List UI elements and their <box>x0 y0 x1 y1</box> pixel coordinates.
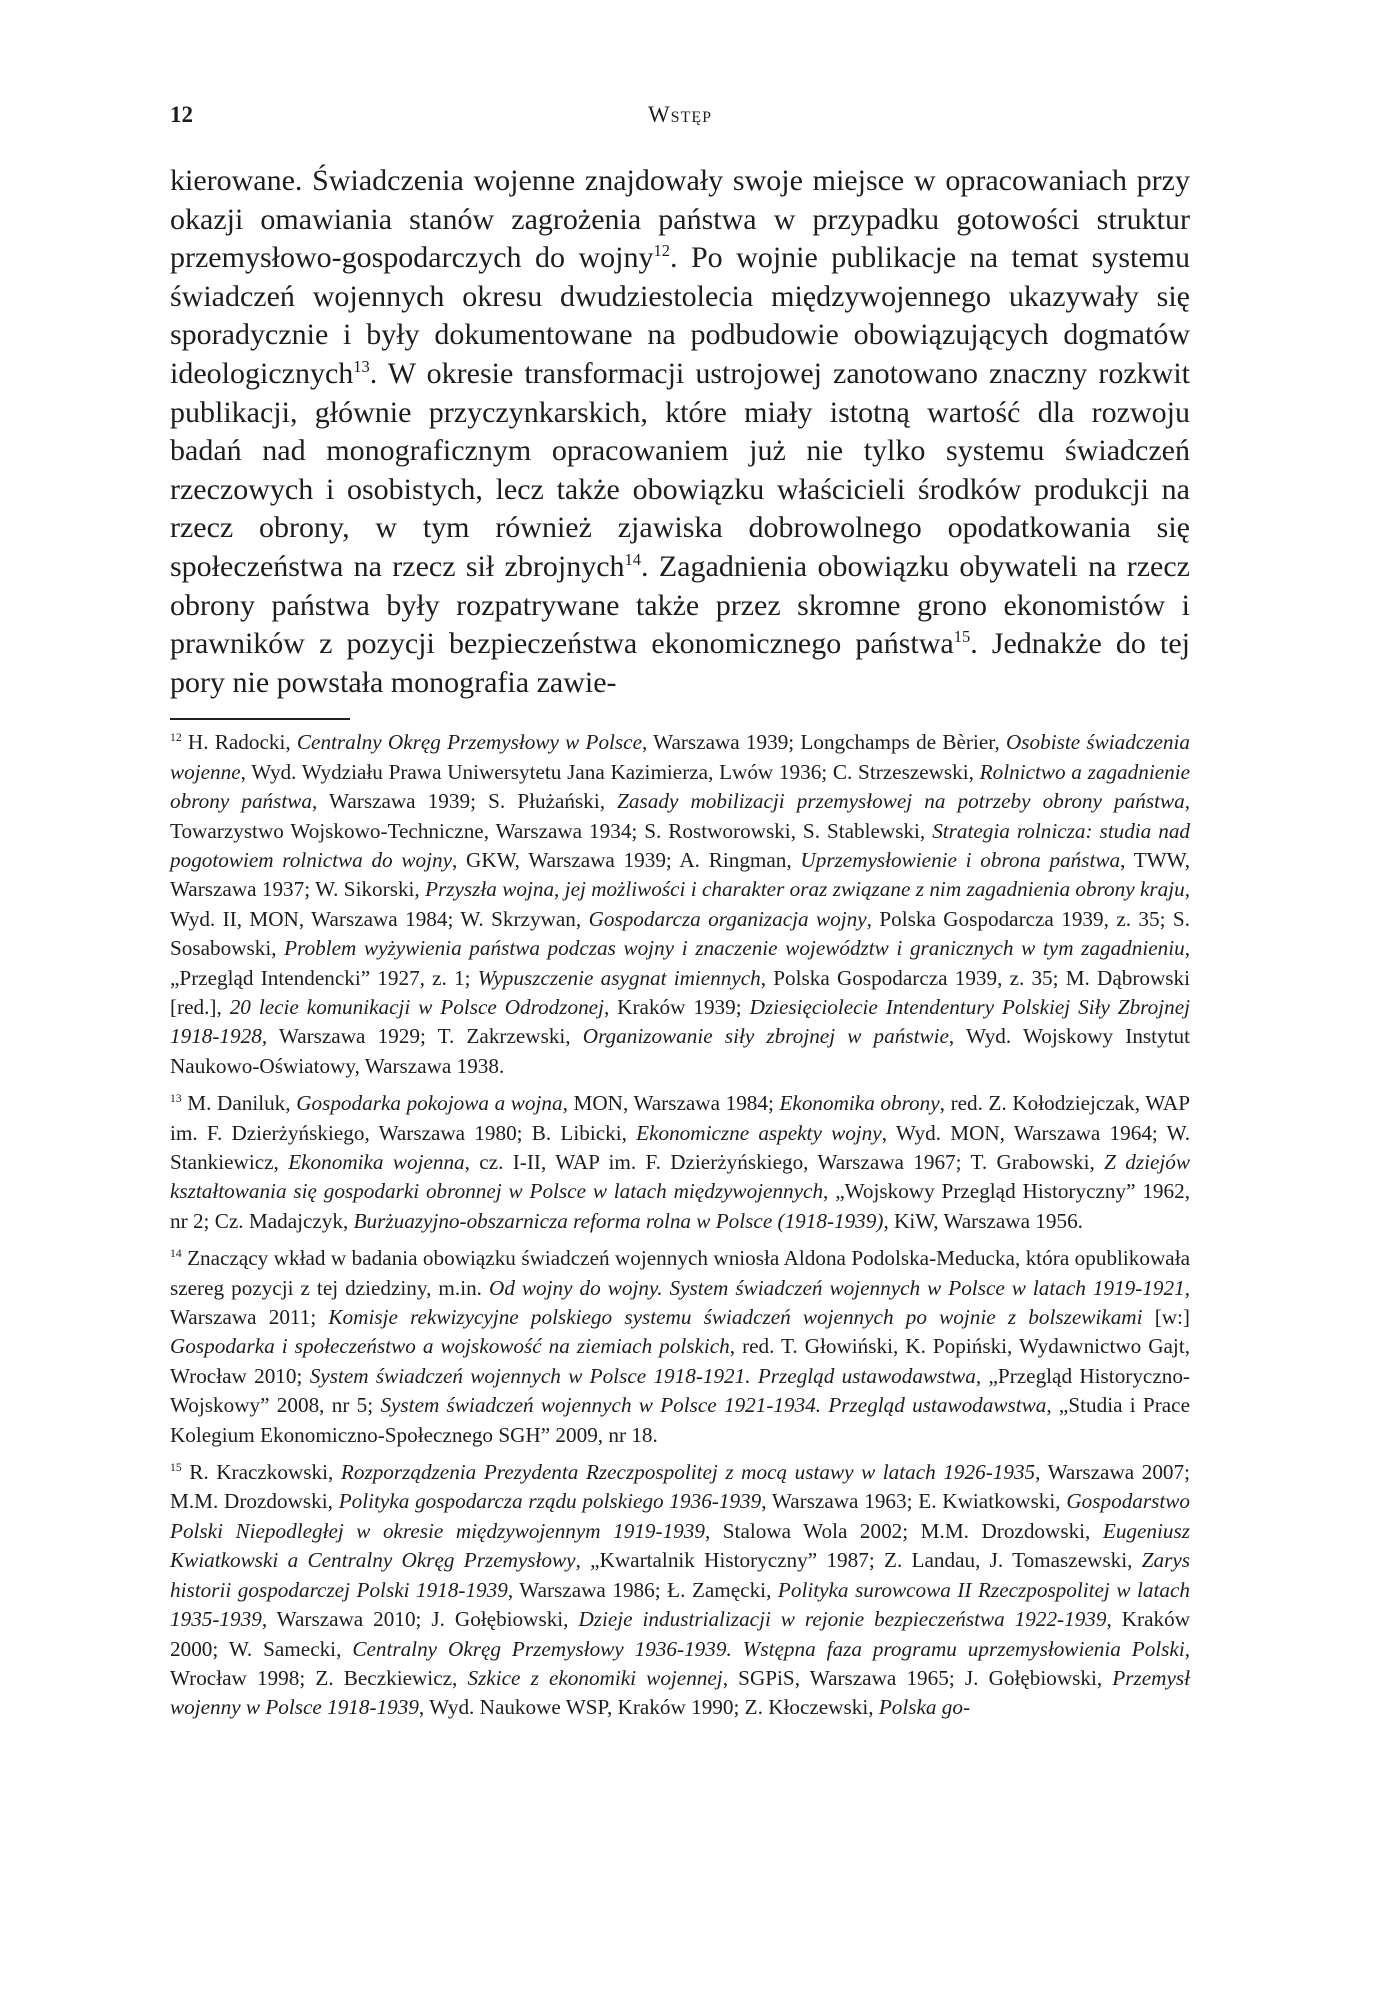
footnote-text: , Warszawa 1963; E. Kwiatkowski, <box>761 1489 1067 1514</box>
footnote-title: Polityka gospodarcza rządu polskiego 1936-1939 <box>338 1489 762 1514</box>
footnote-title: Wypuszczenie asygnat imiennych <box>477 965 761 990</box>
footnote-text: , MON, Warszawa 1984; <box>562 1091 780 1116</box>
footnote-text: , Wyd. II, MON, Warszawa 1984; W. Skrzywan, <box>170 877 1190 931</box>
footnote-title: Osobiste świadczenia wojenne <box>170 730 1190 784</box>
footnote-text: , „Wojskowy Przegląd Historyczny” 1962, nr 2; Cz. Madajczyk, <box>170 1179 1190 1233</box>
footnote-title: Polska go- <box>878 1695 971 1720</box>
main-paragraph <box>170 162 1190 702</box>
footnote-title: Eugeniusz Kwiatkowski a Centralny Okręg Przemysłowy <box>170 1518 1190 1573</box>
footnote-number: 15 <box>170 1461 182 1474</box>
page-header <box>170 96 1190 136</box>
page-number: 12 <box>170 102 193 127</box>
footnote-text: , „Przegląd Historyczno-Wojskowy” 2008, nr 5; <box>170 1363 1190 1418</box>
footnote-title: 20 lecie komunikacji w Polsce Odrodzonej <box>229 994 604 1019</box>
footnote-title: Ekonomika obrony <box>779 1091 940 1116</box>
footnote-text: , GKW, Warszawa 1939; A. Ringman, <box>452 847 801 872</box>
footnote-text: , Polska Gospodarcza 1939, z. 35; M. Dąbrowski [red.], <box>170 965 1191 1019</box>
body-text-segment: . Po wojnie publikacje na temat systemu świadczeń wojennych okresu dwudziestolecia międzywojennego ukazywały się sporadycznie i były dokumentowane na podbudowie obowiązujących dogmatów ideologicznych <box>170 241 1190 390</box>
footnote-title: Organizowanie siły zbrojnej w państwie <box>582 1024 949 1049</box>
footnote-title: Z dziejów kształtowania się gospodarki obronnej w Polsce w latach międzywojennych <box>170 1150 1190 1204</box>
footnote-title: Dziesięciolecie Intendentury Polskiej Siły Zbrojnej 1918-1928 <box>170 994 1191 1049</box>
footnote-text: H. Radocki, <box>181 730 297 755</box>
footnote-12 <box>170 728 1190 1081</box>
footnotes <box>170 728 1190 1722</box>
footnote-text: [w:] <box>1142 1305 1190 1330</box>
footnote-text: Znaczący wkład w badania obowiązku świadczeń wojennych wniosła Aldona Podolska-Meducka, która opublikowała szereg pozycji z tej dziedziny, m.in. <box>170 1246 1190 1300</box>
footnote-text: , Wyd. Wydziału Prawa Uniwersytetu Jana Kazimierza, Lwów 1936; C. Strzeszewski, <box>240 759 980 784</box>
footnote-text: , Kraków 2000; W. Samecki, <box>170 1607 1190 1661</box>
footnote-text: , „Studia i Prace Kolegium Ekonomiczno-Społecznego SGH” 2009, nr 18. <box>170 1393 1190 1447</box>
footnote-text: , Warszawa 1929; T. Zakrzewski, <box>261 1024 583 1049</box>
footnote-title: Uprzemysłowienie i obrona państwa <box>800 847 1121 872</box>
footnote-text: , Warszawa 2011; <box>170 1275 1190 1330</box>
footnote-title: Przyszła wojna, jej możliwości i charakter oraz związane z nim zagadnienia obrony kraju <box>425 877 1185 902</box>
footnote-text: R. Kraczkowski, <box>181 1460 341 1485</box>
footnote-title: Problem wyżywienia państwa podczas wojny i znaczenie województw i granicznych w tym zagadnieniu <box>284 936 1185 961</box>
footnote-title: Centralny Okręg Przemysłowy 1936-1939. Wstępna faza programu uprzemysłowienia Polski <box>352 1636 1185 1661</box>
footnote-title: Burżuazyjno-obszarnicza reforma rolna w Polsce (1918-1939) <box>353 1208 884 1233</box>
footnote-text: , Wyd. Naukowe WSP, Kraków 1990; Z. Kłoczewski, <box>418 1695 879 1720</box>
footnote-15 <box>170 1458 1190 1723</box>
body-text-segment: . Zagadnienia obowiązku obywateli na rzecz obrony państwa były rozpatrywane także przez skromne grono ekonomistów i prawników z pozycji bezpieczeństwa ekonomicznego państwa <box>170 549 1190 661</box>
footnote-ref-15: 15 <box>953 627 971 647</box>
footnote-title: Zasady mobilizacji przemysłowej na potrzeby obrony państwa <box>617 789 1185 814</box>
footnote-text: , Towarzystwo Wojskowo-Techniczne, Warszawa 1934; S. Rostworowski, S. Stablewski, <box>170 789 1190 843</box>
footnote-title: Rolnictwo a zagadnienie obrony państwa <box>170 759 1190 814</box>
footnote-text: , Stalowa Wola 2002; M.M. Drozdowski, <box>704 1518 1103 1543</box>
footnote-title: Dzieje industrializacji w rejonie bezpieczeństwa 1922-1939 <box>578 1607 1107 1632</box>
footnote-ref-14: 14 <box>624 549 642 569</box>
footnote-text: , red. T. Głowiński, K. Popiński, Wydawnictwo Gajt, Wrocław 2010; <box>170 1334 1191 1388</box>
footnote-text: , „Przegląd Intendencki” 1927, z. 1; <box>170 936 1190 990</box>
footnote-text: M. Daniluk, <box>181 1091 297 1116</box>
footnote-title: Rozporządzenia Prezydenta Rzeczpospolitej z mocą ustawy w latach 1926-1935 <box>340 1460 1036 1485</box>
body-text-segment: . W okresie transformacji ustrojowej zanotowano znaczny rozkwit publikacji, głównie przyczynkarskich, które miały istotną wartość dla rozwoju badań nad monograficznym opracowaniem już nie tylko systemu świadczeń rzeczowych i osobistych, lecz także obowiązku właścicieli środków produkcji na rzecz obrony, w tym również zjawiska dobrowolnego opodatkowania się społeczeństwa na rzecz sił zbrojnych <box>170 356 1190 583</box>
footnote-title: Gospodarka pokojowa a wojna <box>296 1091 563 1116</box>
footnote-title: Komisje rekwizycyjne polskiego systemu świadczeń wojennych po wojnie z bolszewikami <box>328 1305 1143 1330</box>
footnote-title: Szkice z ekonomiki wojennej <box>467 1665 723 1690</box>
footnote-text: , Warszawa 1939; Longchamps de Bèrier, <box>642 730 1006 755</box>
footnote-text: , Polska Gospodarcza 1939, z. 35; S. Sosabowski, <box>170 906 1190 961</box>
footnote-title: Centralny Okręg Przemysłowy w Polsce <box>296 730 642 755</box>
footnote-number: 13 <box>170 1092 182 1106</box>
footnote-text: , Warszawa 2007; M.M. Drozdowski, <box>170 1460 1190 1514</box>
footnote-separator <box>170 718 350 720</box>
footnote-title: System świadczeń wojennych w Polsce 1918-1921. Przegląd ustawodawstwa <box>309 1363 976 1388</box>
footnote-title: Od wojny do wojny. System świadczeń wojennych w Polsce w latach 1919-1921 <box>489 1275 1185 1300</box>
footnote-14 <box>170 1244 1190 1450</box>
footnote-text: , Kraków 1939; <box>603 994 750 1019</box>
footnote-title: Strategia rolnicza: studia nad pogotowiem rolnictwa do wojny <box>170 818 1191 872</box>
footnote-number: 12 <box>170 731 182 745</box>
footnote-text: , Wyd. MON, Warszawa 1964; W. Stankiewicz, <box>170 1120 1190 1174</box>
footnote-title: Gospodarka i społeczeństwo a wojskowość na ziemiach polskich <box>170 1334 730 1359</box>
footnote-text: , Wyd. Wojskowy Instytut Naukowo-Oświatowy, Warszawa 1938. <box>170 1024 1191 1078</box>
footnote-title: System świadczeń wojennych w Polsce 1921-1934. Przegląd ustawodawstwa <box>380 1393 1047 1418</box>
footnote-text: , KiW, Warszawa 1956. <box>883 1208 1083 1233</box>
footnote-title: Gospodarstwo Polski Niepodległej w okresie międzywojennym 1919-1939 <box>170 1489 1190 1543</box>
footnote-title: Polityka surowcowa II Rzeczpospolitej w latach 1935-1939 <box>170 1577 1191 1632</box>
footnote-text: , Warszawa 1986; Ł. Zamęcki, <box>507 1577 778 1602</box>
footnote-text: , SGPiS, Warszawa 1965; J. Gołębiowski, <box>722 1665 1113 1690</box>
footnote-title: Gospodarcza organizacja wojny <box>588 906 867 931</box>
footnote-text: , Warszawa 2010; J. Gołębiowski, <box>261 1607 579 1632</box>
footnote-title: Zarys historii gospodarczej Polski 1918-1939 <box>170 1548 1191 1602</box>
footnote-title: Ekonomiczne aspekty wojny <box>636 1120 882 1145</box>
footnote-ref-12: 12 <box>653 241 671 261</box>
footnote-ref-13: 13 <box>353 356 370 376</box>
footnote-text: , Wrocław 1998; Z. Beczkiewicz, <box>170 1636 1191 1690</box>
body-text-segment: kierowane. Świadczenia wojenne znajdowały swoje miejsce w opracowaniach przy okazji omawiania stanów zagrożenia państwa w przypadku gotowości struktur przemysłowo-gospodarczych do wojny <box>170 164 1190 275</box>
footnote-13 <box>170 1089 1190 1236</box>
running-title: Wstęp <box>647 102 713 127</box>
footnote-title: Przemysł wojenny w Polsce 1918-1939 <box>170 1665 1191 1720</box>
footnote-number: 14 <box>170 1247 182 1261</box>
footnote-text: , cz. I-II, WAP im. F. Dzierżyńskiego, Warszawa 1967; T. Grabowski, <box>464 1150 1105 1174</box>
footnote-title: Ekonomika wojenna <box>288 1150 465 1174</box>
footnote-text: , „Kwartalnik Historyczny” 1987; Z. Landau, J. Tomaszewski, <box>575 1548 1142 1573</box>
footnote-text: , Warszawa 1939; S. Płużański, <box>312 789 618 814</box>
footnote-text: , red. Z. Kołodziejczak, WAP im. F. Dzierżyńskiego, Warszawa 1980; B. Libicki, <box>170 1091 1190 1145</box>
book-page <box>170 96 1190 1731</box>
body-text-segment: . Jednakże do tej pory nie powstała monografia zawie- <box>170 627 1190 699</box>
footnote-text: , TWW, Warszawa 1937; W. Sikorski, <box>170 847 1191 902</box>
